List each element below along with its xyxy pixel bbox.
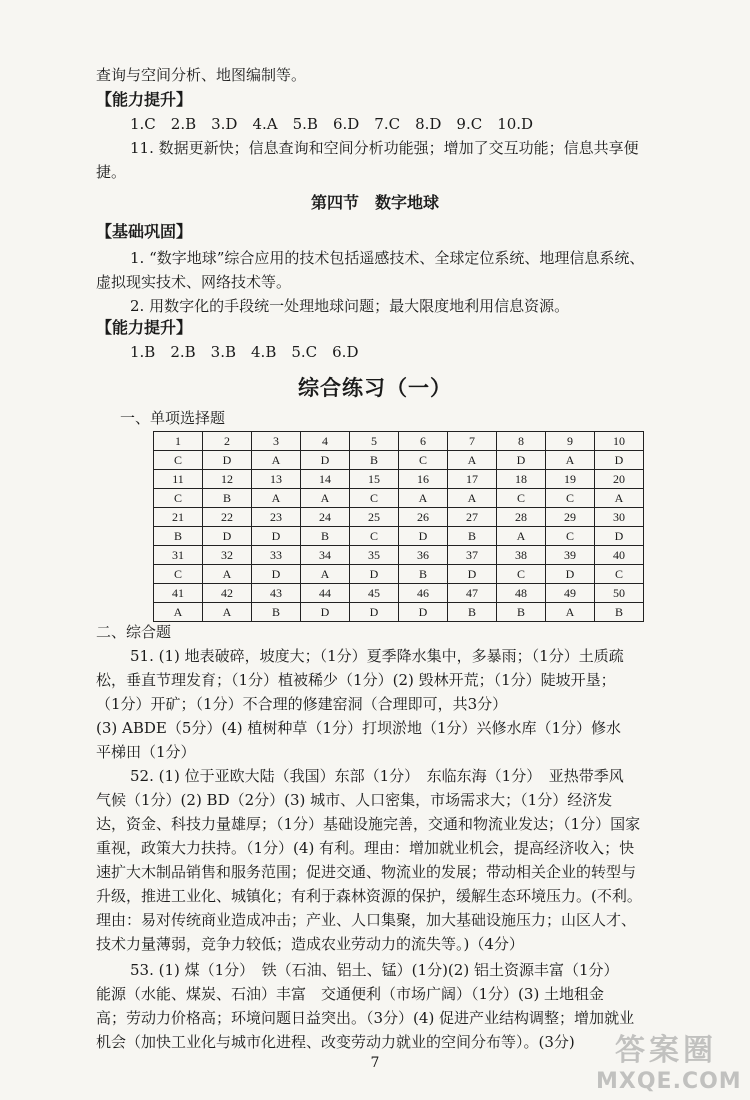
answer-cell: A	[203, 603, 252, 622]
q52-line: 技术力量薄弱，竞争力较低；造成农业劳动力的流失等。)（4分）	[96, 935, 524, 953]
q53-line: 高；劳动力价格高；环境问题日益突出。（3分）(4) 促进产业结构调整；增加就业	[96, 1009, 635, 1027]
question-number-cell: 17	[448, 470, 497, 489]
q51-line: （1分）开矿；（1分）不合理的修建窑洞（合理即可，共3分）	[96, 695, 508, 713]
answer-cell: D	[301, 451, 350, 470]
question-number-cell: 1	[154, 432, 203, 451]
question-number-cell: 20	[595, 470, 644, 489]
s4-q2: 2. 用数字化的手段统一处理地球问题；最大限度地利用信息资源。	[130, 297, 570, 315]
answer-cell: C	[399, 451, 448, 470]
answer-cell: D	[203, 527, 252, 546]
q52-line: 达，资金、科技力量雄厚；（1分）基础设施完善，交通和物流业发达；（1分）国家	[96, 815, 641, 833]
question-number-cell: 16	[399, 470, 448, 489]
answer-cell: A	[301, 489, 350, 508]
answer-cell: D	[546, 565, 595, 584]
answer-cell: D	[350, 565, 399, 584]
answer-cell: A	[546, 451, 595, 470]
answer-cell: C	[154, 489, 203, 508]
question-number-cell: 25	[350, 508, 399, 527]
question-number-cell: 37	[448, 546, 497, 565]
q51-line: 平梯田（1分）	[96, 743, 196, 761]
question-number-row	[154, 432, 644, 451]
answer-cell: A	[301, 565, 350, 584]
answer-cell: D	[497, 451, 546, 470]
question-number-cell: 42	[203, 584, 252, 603]
answer-cell: C	[497, 489, 546, 508]
question-number-cell: 39	[546, 546, 595, 565]
question-number-row	[154, 470, 644, 489]
question-number-cell: 21	[154, 508, 203, 527]
watermark-text: 答案圈	[615, 1033, 717, 1068]
answer-cell: A	[252, 489, 301, 508]
watermark-logo	[596, 1025, 742, 1095]
answer-cell: C	[154, 451, 203, 470]
q52-line: 气候（1分）(2) BD（2分）(3) 城市、人口密集，市场需求大；（1分）经济发	[96, 791, 613, 809]
answer-cell: C	[546, 527, 595, 546]
question-number-cell: 5	[350, 432, 399, 451]
answer-cell: D	[252, 565, 301, 584]
question-number-cell: 46	[399, 584, 448, 603]
question-number-cell: 32	[203, 546, 252, 565]
answer-cell: C	[595, 565, 644, 584]
question-number-cell: 9	[546, 432, 595, 451]
answer-cell: C	[154, 565, 203, 584]
answer-cell: A	[399, 489, 448, 508]
answer-cell: A	[595, 489, 644, 508]
answer-row	[154, 489, 644, 508]
q52-line: 重视，政策大力扶持。（1分）(4) 有利。理由：增加就业机会，提高经济收入；快	[96, 839, 635, 857]
answer-cell: C	[350, 489, 399, 508]
part1-label: 一、单项选择题	[120, 409, 226, 427]
question-number-cell: 34	[301, 546, 350, 565]
question-number-cell: 15	[350, 470, 399, 489]
answer-cell: B	[350, 451, 399, 470]
question-number-cell: 12	[203, 470, 252, 489]
ability-answers-2: 1.B 2.B 3.B 4.B 5.C 6.D	[130, 343, 359, 361]
question-number-cell: 23	[252, 508, 301, 527]
question-number-cell: 13	[252, 470, 301, 489]
question-number-cell: 29	[546, 508, 595, 527]
answer-row	[154, 451, 644, 470]
answer-cell: D	[595, 527, 644, 546]
question-number-cell: 47	[448, 584, 497, 603]
answer-cell: A	[448, 451, 497, 470]
question-number-cell: 18	[497, 470, 546, 489]
question-number-cell: 11	[154, 470, 203, 489]
question-number-cell: 26	[399, 508, 448, 527]
answer-cell: B	[203, 489, 252, 508]
question-number-cell: 35	[350, 546, 399, 565]
question-number-cell: 27	[448, 508, 497, 527]
answer-cell: D	[595, 451, 644, 470]
q51-line: 松，垂直节理发育；（1分）植被稀少（1分）(2) 毁林开荒；（1分）陡坡开垦；	[96, 671, 616, 689]
question-number-cell: 31	[154, 546, 203, 565]
answer-cell: D	[399, 527, 448, 546]
question-number-cell: 43	[252, 584, 301, 603]
question-number-cell: 36	[399, 546, 448, 565]
q52-line: 理由：易对传统商业造成冲击；产业、人口集聚，加大基础设施压力；山区人才、	[96, 911, 637, 929]
answer-cell: A	[497, 527, 546, 546]
watermark-url: MXQE.COM	[596, 1069, 742, 1094]
question-number-cell: 50	[595, 584, 644, 603]
question-number-cell: 4	[301, 432, 350, 451]
answer-cell: D	[301, 603, 350, 622]
question-number-row	[154, 508, 644, 527]
question-number-cell: 45	[350, 584, 399, 603]
q51-line: 51. (1) 地表破碎，坡度大；（1分）夏季降水集中，多暴雨；（1分）土质疏	[130, 647, 624, 665]
question-number-cell: 33	[252, 546, 301, 565]
practice-title: 综合练习（一）	[298, 376, 452, 400]
question-number-cell: 40	[595, 546, 644, 565]
answer-cell: D	[350, 603, 399, 622]
part2-label: 二、综合题	[96, 623, 172, 641]
question-number-cell: 2	[203, 432, 252, 451]
answer-cell: D	[448, 565, 497, 584]
q52-line: 速扩大木制品销售和服务范围；促进交通、物流业的发展；带动相关企业的转型与	[96, 863, 637, 881]
answer-table	[153, 431, 644, 622]
q53-line: 能源（水能、煤炭、石油）丰富 交通便利（市场广阔）（1分）(3) 土地租金	[96, 985, 605, 1003]
answer-cell: B	[497, 603, 546, 622]
question-number-cell: 6	[399, 432, 448, 451]
question-number-cell: 10	[595, 432, 644, 451]
answer-cell: B	[301, 527, 350, 546]
answer-cell: C	[350, 527, 399, 546]
q52-line: 52. (1) 位于亚欧大陆（我国）东部（1分） 东临东海（1分） 亚热带季风	[130, 767, 624, 785]
q53-line: 机会（加快工业化与城市化进程、改变劳动力就业的空间分布等）。(3分)	[96, 1033, 575, 1051]
answer-cell: A	[203, 565, 252, 584]
answer-cell: B	[595, 603, 644, 622]
answer-cell: A	[448, 489, 497, 508]
answer-cell: B	[448, 603, 497, 622]
intro-line: 查询与空间分析、地图编制等。	[96, 66, 307, 84]
answer-cell: D	[252, 527, 301, 546]
ability-heading-2: 【能力提升】	[96, 318, 193, 337]
question-number-cell: 14	[301, 470, 350, 489]
question-number-cell: 3	[252, 432, 301, 451]
answer-cell: C	[497, 565, 546, 584]
question-number-cell: 41	[154, 584, 203, 603]
q51-line: (3) ABDE（5分）(4) 植树种草（1分）打坝淤地（1分）兴修水库（1分）修水	[96, 719, 622, 737]
page-number: 7	[370, 1055, 380, 1071]
question-number-cell: 48	[497, 584, 546, 603]
ability-answers-1: 1.C 2.B 3.D 4.A 5.B 6.D 7.C 8.D 9.C 10.D	[130, 115, 534, 133]
answer-cell: A	[154, 603, 203, 622]
answer-cell: A	[252, 451, 301, 470]
answer-row	[154, 565, 644, 584]
answer-cell: D	[399, 603, 448, 622]
s4-q1-line-1: 1. “数字地球”综合应用的技术包括遥感技术、全球定位系统、地理信息系统、	[130, 249, 645, 267]
question-number-cell: 8	[497, 432, 546, 451]
question-number-row	[154, 546, 644, 565]
question-number-cell: 38	[497, 546, 546, 565]
answer-cell: C	[546, 489, 595, 508]
question-number-cell: 49	[546, 584, 595, 603]
answer-cell: B	[399, 565, 448, 584]
question-number-cell: 7	[448, 432, 497, 451]
answer-row	[154, 603, 644, 622]
q11-line-1: 11. 数据更新快；信息查询和空间分析功能强；增加了交互功能；信息共享便	[130, 139, 639, 157]
answer-cell: B	[252, 603, 301, 622]
answer-cell: A	[546, 603, 595, 622]
s4-q1-line-2: 虚拟现实技术、网络技术等。	[96, 273, 292, 291]
question-number-cell: 24	[301, 508, 350, 527]
question-number-row	[154, 584, 644, 603]
section-title: 第四节 数字地球	[310, 193, 439, 212]
question-number-cell: 44	[301, 584, 350, 603]
q11-line-2: 捷。	[96, 163, 127, 181]
answer-cell: D	[203, 451, 252, 470]
answer-cell: B	[154, 527, 203, 546]
question-number-cell: 22	[203, 508, 252, 527]
ability-heading-1: 【能力提升】	[96, 90, 193, 109]
question-number-cell: 30	[595, 508, 644, 527]
answer-cell: B	[448, 527, 497, 546]
answer-row	[154, 527, 644, 546]
question-number-cell: 19	[546, 470, 595, 489]
q52-line: 升级，推进工业化、城镇化；有利于森林资源的保护，缓解生态环境压力。(不利。	[96, 887, 642, 905]
question-number-cell: 28	[497, 508, 546, 527]
basic-heading: 【基础巩固】	[96, 222, 193, 241]
q53-line: 53. (1) 煤（1分） 铁（石油、铝土、锰）(1分)(2) 铝土资源丰富（1分）	[130, 961, 619, 979]
